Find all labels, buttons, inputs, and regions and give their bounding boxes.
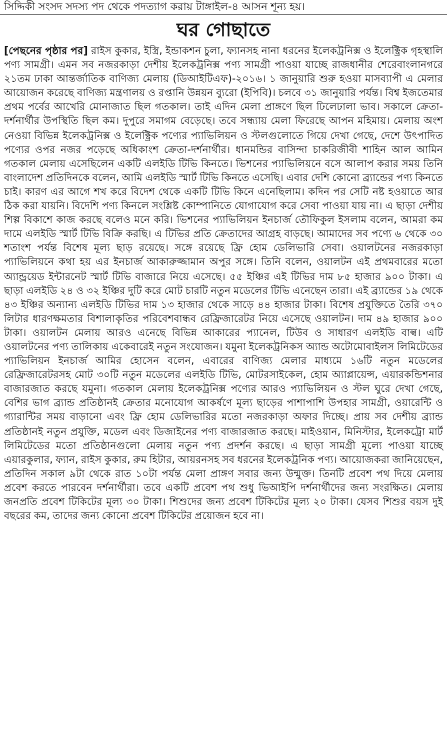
article-headline: ঘর গোছাতে — [176, 19, 271, 41]
article-body — [4, 45, 443, 524]
previous-article-tail: সিদ্দিকী সংসদ সদস্য পদ থেকে পদত্যাগ করায় টাঙ্গাইল-৪ আসন শূন্য হয়। — [0, 0, 447, 15]
article-body-text: রাইস কুকার, ইস্ত্রি, ইন্ডাকশন চুলা, ফ্যানসহ নানা ধরনের ইলেকট্রনিক্স ও ইলেক্ট্রিক গৃহস্থালি পণ্য সামগ্রী। এমন সব নজরকাড়া দেশীয় ইলেকট্রনিক্স পণ্য সামগ্রী পাওয়া যাচ্ছে রাজধানীর শেরেবাংলানগরে ২১তম ঢাকা আন্তর্জাতিক বাণিজ্য মেলায় (ডিআইটিএফ)-২০১৬। ১ জানুয়ারি শুরু হওয়া মাসব্যাপী এ মেলার আয়োজন করেছে বাণিজ্য মন্ত্রণালয় ও রপ্তানি উন্নয়ন ব্যুরো (ইপিবি)। চলবে ৩১ জানুয়ারি পর্যন্ত। বিশ্ব ইজতেমার প্রথম পর্বের আখেরি মোনাজাত ছিল গতকাল। তাই এদিন মেলা প্রাঙ্গণে ছিল ঢিলেঢালা ভাব। সকালে ক্রেতা-দর্শনার্থীর উপস্থিতি ছিল কম। দুপুরে সমাগম বেড়েছে। তবে সন্ধ্যায় মেলা ফিরেছে আপন মহিমায়। মেলায় অংশ নেওয়া বিভিন্ন ইলেকট্রনিক্স ও ইলেক্ট্রিক পণ্যের প্যাভিলিয়ন ও স্টলগুলোতে গিয়ে দেখা গেছে, দেশে উৎপাদিত পণ্যের ওপর নজর পড়েছে অধিকাংশ ক্রেতা-দর্শনার্থীর। ধানমন্ডির বাসিন্দা চাকরিজীবী শাহিন আল আমিন গতকাল মেলায় এসেছিলেন একটি এলইডি টিভি কিনতে। ভিশনের প্যাভিলিয়নে বসে আলাপ করার সময় তিনি বাংলাদেশ প্রতিদিনকে বলেন, আমি এলইডি স্মার্ট টিভি কিনতে এসেছি। এবার দেশি কোনো ব্র্যান্ডের পণ্য কিনতে চাই। কারণ এর আগে শখ করে বিদেশ থেকে একটি টিভি কিনে এনেছিলাম। কদিন পর সেটি নষ্ট হওয়াতে আর ঠিক করা যায়নি। বিদেশি পণ্য কিনলে সংশ্লিষ্ট কোম্পানিতে যোগাযোগ করে সেবা পাওয়া যায় না। এ ছাড়া দেশীয় শিল্প বিকাশে কাজ করছে বলেও মনে করি। ভিশনের প্যাভিলিয়ন ইনচার্জ তৌফিকুল ইসলাম বলেন, আমরা কম দামে এলইডি স্মার্ট টিভি বিক্রি করছি। এ টিভির প্রতি ক্রেতাদের আগ্রহ বাড়ছে। আমাদের সব পণ্যে ৬ থেকে ৩০ শতাংশ পর্যন্ত বিশেষ মূল্য ছাড় রয়েছে। সঙ্গে রয়েছে ফ্রি হোম ডেলিভারি সেবা। ওয়ালটনের নজরকাড়া প্যাভিলিয়নে কথা হয় এর ইনচার্জ আকারুজ্জামান অপুর সঙ্গে। তিনি বলেন, ওয়ালটন এই প্রথমবারের মতো অ্যান্ড্রয়েড ইন্টারনেট স্মার্ট টিভি বাজারে নিয়ে এসেছে। ৫৫ ইঞ্চির এই টিভির দাম ৮৫ হাজার ৯০০ টাকা। এ ছাড়া এলইডি ২৪ ও ৩২ ইঞ্চির দুটি করে মোট চারটি নতুন মডেলের টিভি এনেছেন তারা। এই ব্র্যান্ডের ১৯ থেকে ৪৩ ইঞ্চির অন্যান্য এলইডি টিভির দাম ১৩ হাজার থেকে সাড়ে ৪৪ হাজার টাকা। বিশেষ প্রযুক্তিতে তৈরি ৩৭০ লিটার ধারণক্ষমতার বিশালাকৃতির পরিবেশবান্ধব রেফ্রিজারেটর নিয়ে এসেছে ওয়ালটন। দাম ৪৯ হাজার ৯০০ টাকা। ওয়ালটন মেলায় আরও এনেছে বিভিন্ন আকারের প্যানেল, টিউব ও সাধারণ এলইডি বাল্ব। এটি ওয়ালটনের পণ্য তালিকায় একেবারেই নতুন সংযোজন। যমুনা ইলেকট্রনিকস অ্যান্ড অটোমোবাইলস লিমিটেডের প্যাভিলিয়ন ইনচার্জ আমির হোসেন বলেন, এবারের বাণিজ্য মেলার মাধ্যমে ১৬টি নতুন মডেলের রেফ্রিজারেটরসহ মোট ৩০টি নতুন মডেলের এলইডি টিভি, মোটরসাইকেল, হোম অ্যাপ্লায়েন্স, এয়ারকন্ডিশনার বাজারজাত করছে যমুনা। গতকাল মেলায় ইলেকট্রনিক্স পণ্যের আরও প্যাভিলিয়ন ও স্টল ঘুরে দেখা গেছে, বেশির ভাগ ব্র্যান্ড প্রতিষ্ঠানই ক্রেতার মনোযোগ আকর্ষণে মূল্য ছাড়ের পাশাপাশি উপহার সামগ্রী, ওয়ারেন্টি ও গ্যারান্টির সময় বাড়ানো এবং ফ্রি হোম ডেলিভারির মতো নজরকাড়া অফার দিচ্ছে। প্রায় সব দেশীয় ব্র্যান্ড প্রতিষ্ঠানই নতুন প্রযুক্তি, মডেল এবং ডিজাইনের পণ্য বাজারজাত করছে। মাইওয়ান, মিনিস্টার, ইলেকট্রো মার্ট লিমিটেডের মতো প্রতিষ্ঠানগুলো মেলায় নতুন পণ্য প্রদর্শন করছে। এ ছাড়া সামগ্রী মূল্যে পাওয়া যাচ্ছে এয়ারকুলার, ফ্যান, রাইস কুকার, রুম হিটার, আয়রনসহ সব ধরনের ইলেকট্রনিক পণ্য। আয়োজকরা জানিয়েছেন, প্রতিদিন সকাল ৯টা থেকে রাত ১০টা পর্যন্ত মেলা প্রাঙ্গণ সবার জন্য উন্মুক্ত। তিনটি প্রবেশ পথ দিয়ে মেলায় প্রবেশ করতে পারবেন দর্শনার্থীরা। তবে একটি প্রবেশ পথ শুধু ভিআইপি দর্শনার্থীদের জন্য সংরক্ষিত। মেলায় জনপ্রতি প্রবেশ টিকিটের মূল্য ৩০ টাকা। শিশুদের জন্য প্রবেশ টিকিটের মূল্য ২০ টাকা। যেসব শিশুর বয়স দুই বছরের কম, তাদের জন্য কোনো প্রবেশ টিকিটের প্রয়োজন হবে না। — [4, 46, 443, 523]
continuation-label: [পেছনের পৃষ্ঠার পর] — [4, 46, 88, 57]
